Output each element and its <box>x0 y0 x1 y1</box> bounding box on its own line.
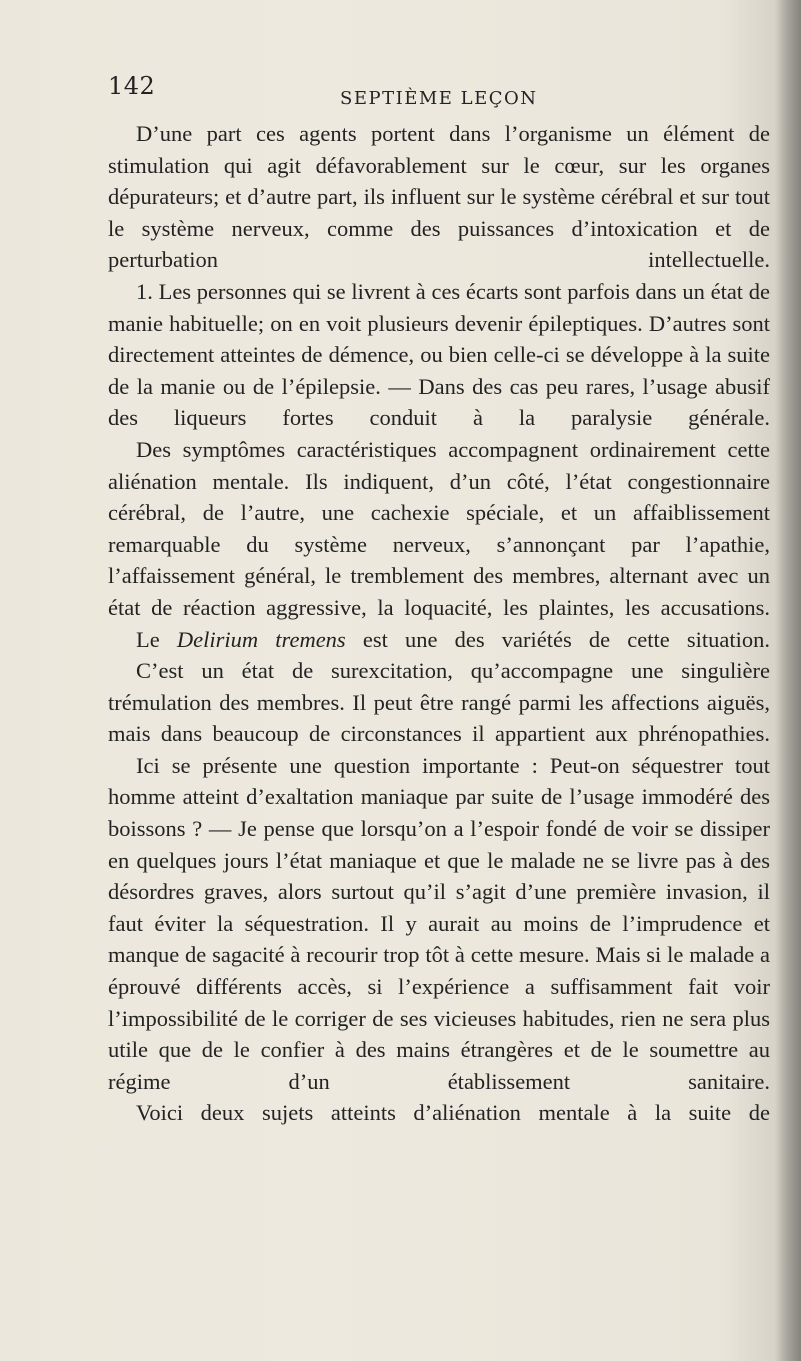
delirium-term: Delirium tremens <box>176 626 346 652</box>
paragraph-6: Voici deux sujets atteints d’aliénation mentale à la suite de <box>136 1100 770 1126</box>
page-edge-shadow <box>775 0 801 1361</box>
delirium-prefix: Le <box>136 626 177 652</box>
paragraph-2: 1. Les personnes qui se livrent à ces écarts sont parfois dans un état de manie habituelle; on en voit plusieurs devenir épileptiques. D’autres sont directement atteintes de démence, ou bien celle-ci se développe à la suite de la manie ou de l’épilepsie. — Dans des cas peu rares, l’usage abusif des liqueurs fortes conduit à la paralysie générale. <box>108 278 770 431</box>
paragraph-1: D’une part ces agents portent dans l’organisme un élément de stimulation qui agit défavorablement sur le cœur, sur les organes dépurateurs; et d’autre part, ils influent sur le système cérébral et sur tout le système nerveux, comme des puissances d’intoxication et de perturbation intellectuelle. <box>108 121 770 273</box>
paragraph-3: Des symptômes caractéristiques accompagnent ordinairement cette aliénation mentale. Ils indiquent, d’un côté, l’état congestionnaire cérébral, de l’autre, une cachexie spéciale, et un affaiblissement remarquable du système nerveux, s’annonçant par l’apathie, l’affaissement général, le tremblement des membres, alternant avec un état de réaction aggressive, la loquacité, les plaintes, les accusations. <box>108 436 770 620</box>
paragraph-delirium <box>108 624 770 656</box>
page-number: 142 <box>108 72 156 100</box>
paragraph-5: Ici se présente une question importante : Peut-on séquestrer tout homme atteint d’exaltation maniaque par suite de l’usage immodéré des boissons ? — Je pense que lorsqu’on a l’espoir fondé de voir se dissiper en quelques jours l’état maniaque et que le malade ne se livre pas à des désordres graves, alors surtout qu’il s’agit d’une première invasion, il faut éviter la séquestration. Il y aurait au moins de l’imprudence et manque de sagacité à recourir trop tôt à cette mesure. Mais si le malade a éprouvé différents accès, si l’expérience a suffisamment fait voir l’impossibilité de le corriger de ses vicieuses habitudes, rien ne sera plus utile que de le confier à des mains étrangères et de le soumettre au régime d’un établissement sanitaire. <box>108 752 770 1094</box>
body-text <box>108 118 770 1129</box>
running-head: SEPTIÈME LEÇON <box>340 88 538 109</box>
delirium-suffix: est une des variétés de cette situation. <box>345 626 770 652</box>
paragraph-4: C’est un état de surexcitation, qu’accompagne une singulière trémulation des membres. Il peut être rangé parmi les affections aiguës, mais dans beaucoup de circonstances il appartient aux phrénopathies. <box>108 658 770 747</box>
